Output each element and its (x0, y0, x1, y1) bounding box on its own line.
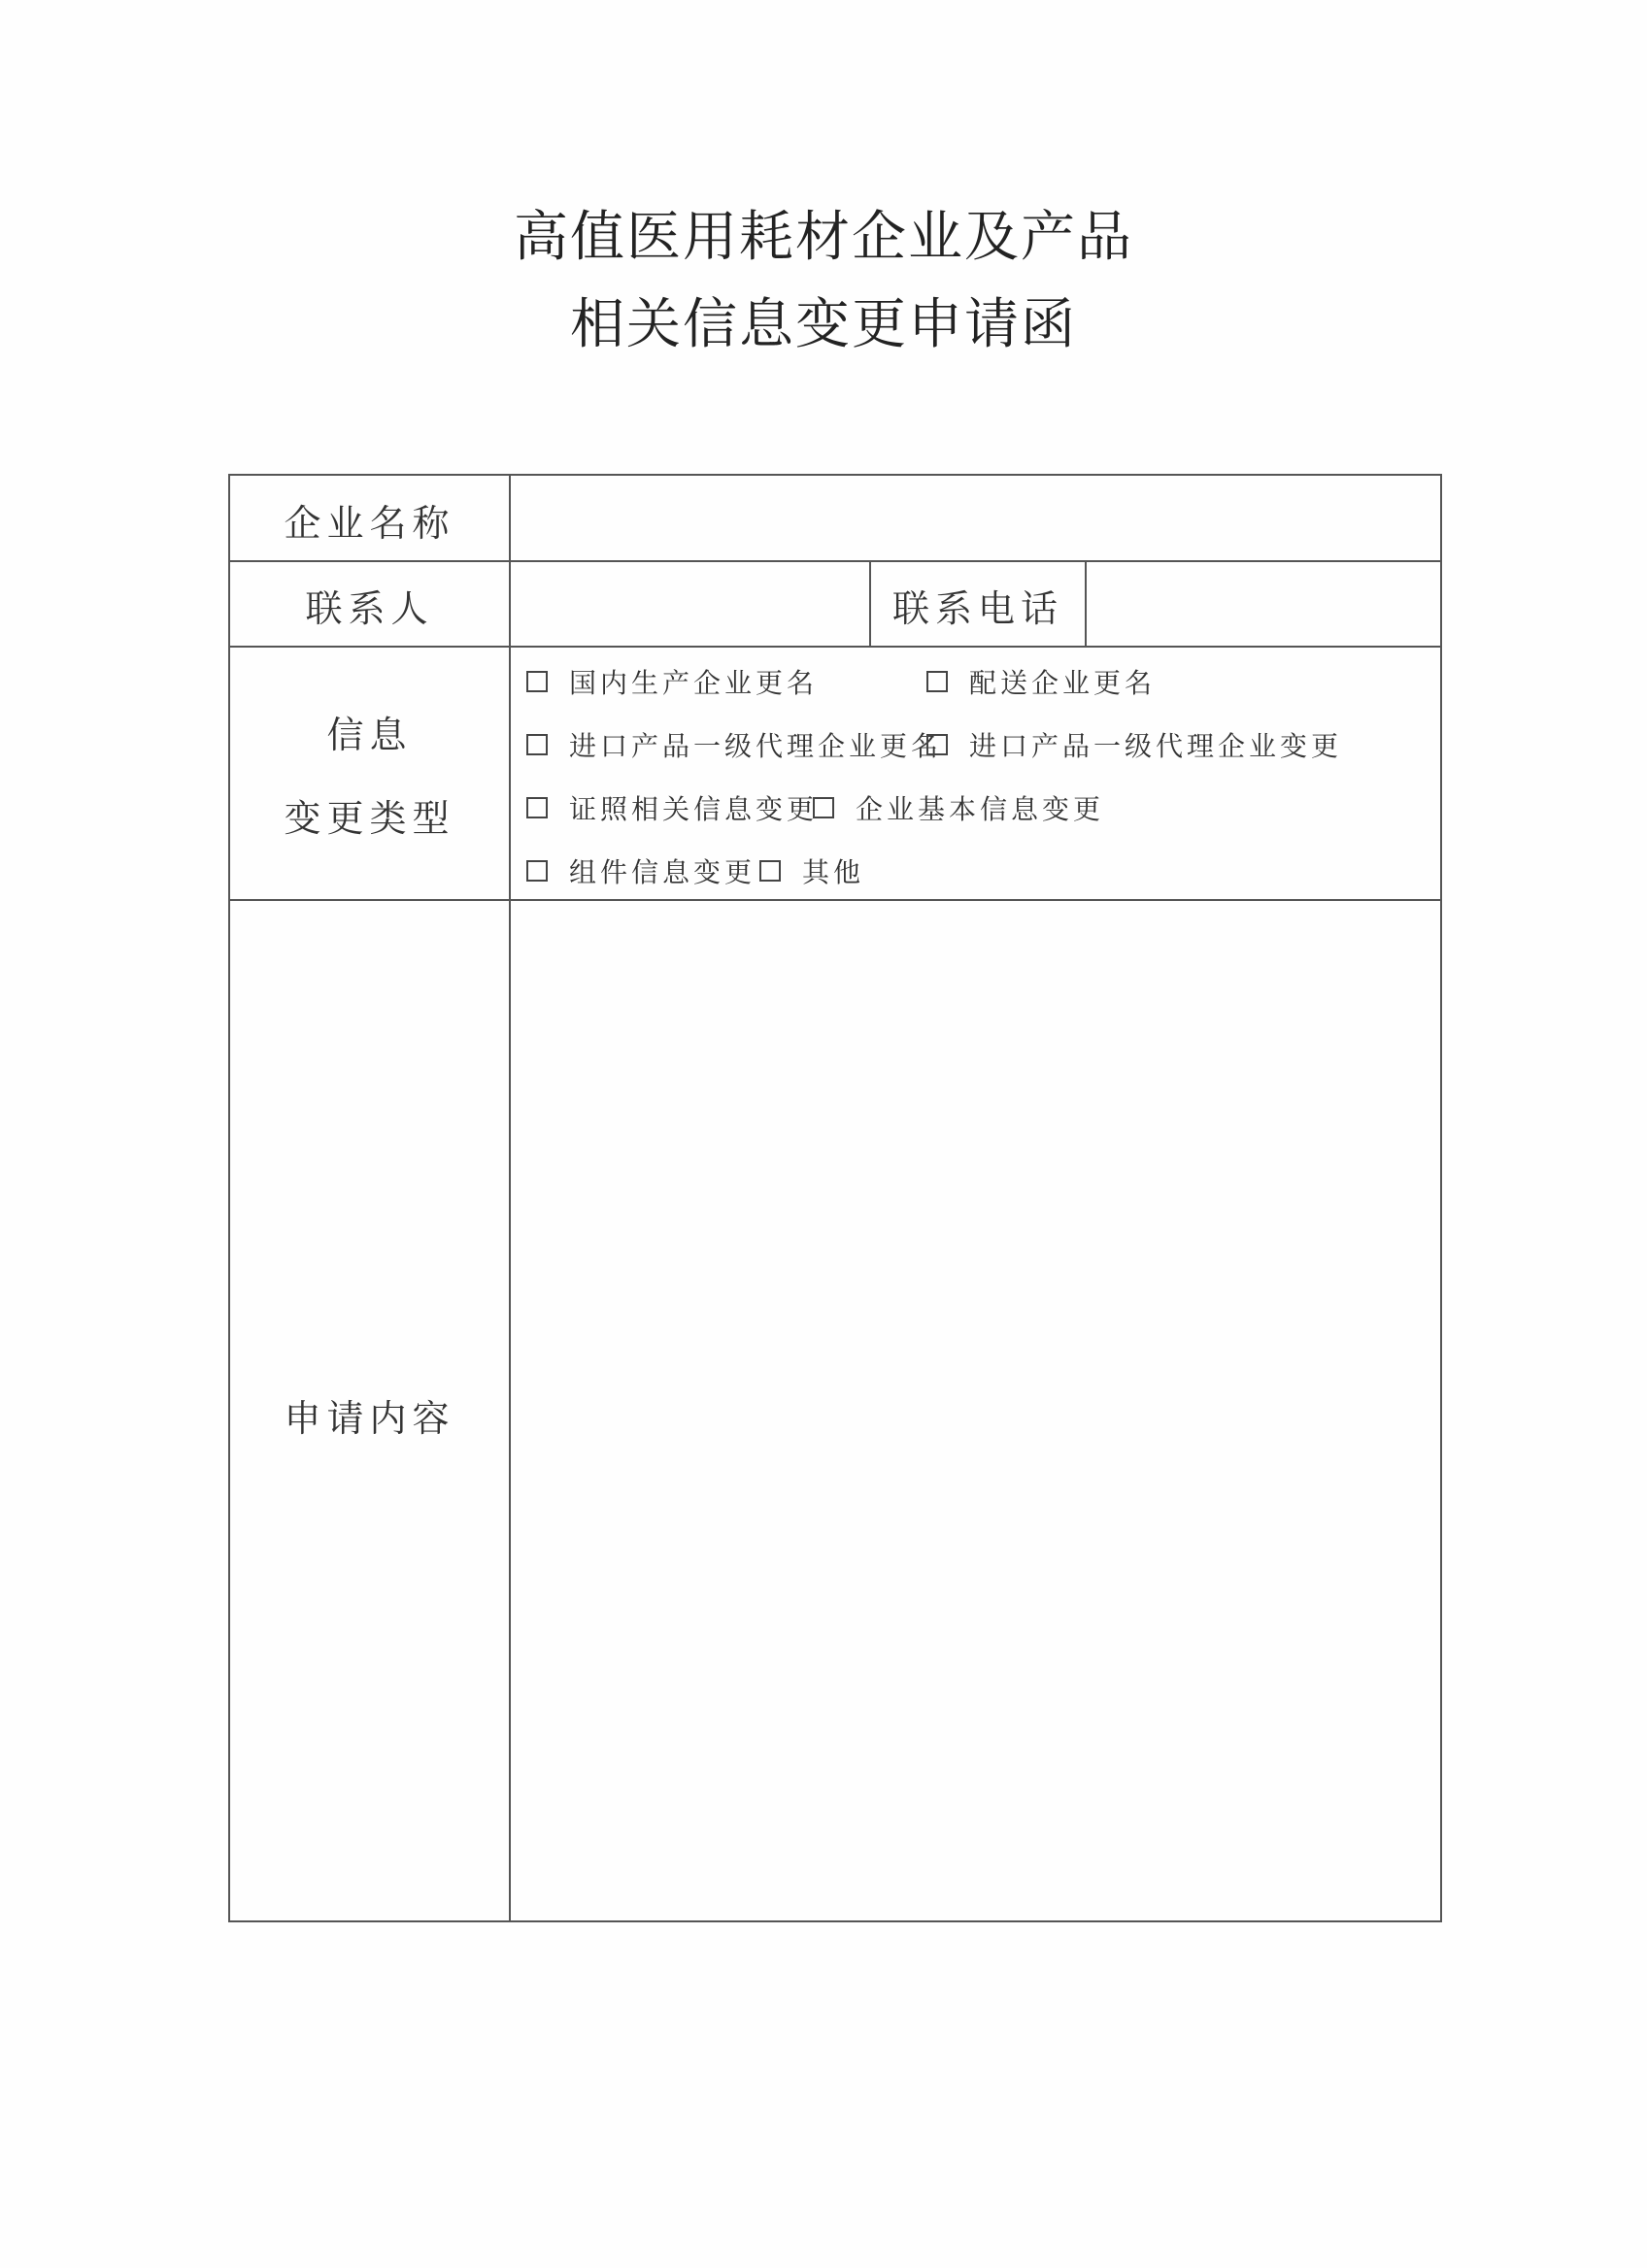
document-title-line1: 高值医用耗材企业及产品 (514, 206, 1133, 269)
label-column-divider (509, 476, 511, 1920)
empty-checkbox-icon[interactable] (759, 860, 781, 882)
change-option-label: 配送企业更名 (969, 667, 1157, 699)
empty-checkbox-icon[interactable] (526, 671, 548, 692)
change-option-domestic-rename[interactable] (526, 662, 818, 701)
change-option-other[interactable] (759, 851, 864, 890)
application-content-field[interactable] (514, 905, 1436, 1915)
change-option-label: 证照相关信息变更 (569, 793, 819, 825)
application-form-table (228, 474, 1442, 1922)
empty-checkbox-icon[interactable] (526, 860, 548, 882)
contact-phone-label: 联系电话 (891, 587, 1063, 630)
change-type-label-line2: 变更类型 (284, 797, 455, 840)
change-option-import-agent-change[interactable] (926, 725, 1342, 764)
change-type-label-line1: 信息 (326, 714, 413, 756)
change-option-label: 组件信息变更 (569, 856, 756, 888)
row-divider (230, 646, 1440, 648)
row-divider (230, 899, 1440, 901)
empty-checkbox-icon[interactable] (526, 734, 548, 755)
phone-label-right-divider (1085, 560, 1087, 646)
application-content-label: 申请内容 (284, 1397, 455, 1440)
change-option-license-info[interactable] (526, 788, 818, 827)
row-divider (230, 560, 1440, 562)
contact-person-label: 联系人 (305, 587, 434, 630)
change-option-label: 国内生产企业更名 (569, 667, 819, 699)
change-option-label: 进口产品一级代理企业更名 (569, 730, 943, 762)
change-option-component-info[interactable] (526, 851, 756, 890)
change-option-company-basic-info[interactable] (813, 788, 1104, 827)
change-option-distributor-rename[interactable] (926, 662, 1156, 701)
empty-checkbox-icon[interactable] (926, 734, 948, 755)
document-title-line2: 相关信息变更申请函 (570, 293, 1077, 356)
contact-person-field[interactable] (514, 565, 865, 643)
contact-phone-field[interactable] (1090, 565, 1437, 643)
empty-checkbox-icon[interactable] (813, 797, 834, 818)
company-name-field[interactable] (514, 480, 1436, 557)
empty-checkbox-icon[interactable] (926, 671, 948, 692)
change-option-label: 其他 (802, 856, 865, 888)
company-name-label: 企业名称 (284, 502, 455, 545)
empty-checkbox-icon[interactable] (526, 797, 548, 818)
change-option-label: 进口产品一级代理企业变更 (969, 730, 1343, 762)
change-option-label: 企业基本信息变更 (856, 793, 1105, 825)
change-option-import-agent-rename[interactable] (526, 725, 942, 764)
